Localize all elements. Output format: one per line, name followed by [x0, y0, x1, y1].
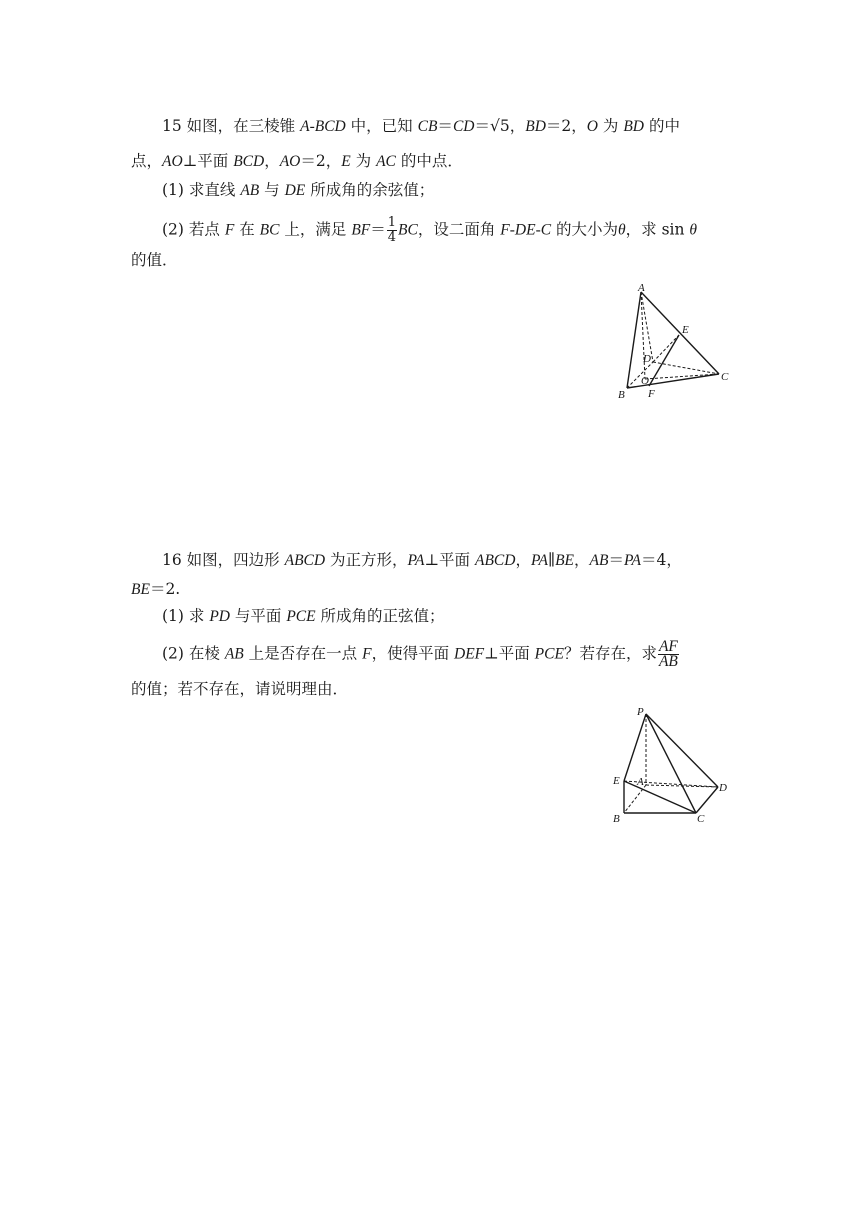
p15-question2-tail: 的值．	[131, 251, 178, 269]
p15-line2: 点，AO⊥平面 BCD，AO＝2，E 为 AC 的中点．	[131, 152, 463, 170]
label-O: O	[641, 375, 649, 387]
fraction-1-4: $\frac{1}{4}$	[387, 215, 397, 245]
figure-tetrahedron	[605, 280, 740, 405]
p16-line1: 16 如图，四边形 ABCD 为正方形，PA⊥平面 ABCD，PA∥BE，AB＝PA＝4，	[162, 551, 682, 569]
p15-line1: 15 如图，在三棱锥 A-BCD 中，已知 CB＝CD＝√5，BD＝2，O 为 BD 的中	[162, 117, 680, 135]
p16-line2: BE＝2.	[131, 580, 181, 598]
fraction-af-ab: $\frac{AF}{AB}$	[658, 638, 678, 670]
label-A: A	[637, 776, 644, 788]
label-D: D	[719, 782, 727, 794]
label-P: P	[637, 706, 644, 718]
label-F: F	[648, 388, 655, 400]
p15-question1: (1) 求直线 AB 与 DE 所成角的余弦值；	[162, 181, 435, 199]
label-B: B	[618, 389, 625, 401]
label-B: B	[613, 813, 620, 825]
label-C: C	[697, 813, 705, 825]
p16-question2-tail: 的值；若不存在，请说明理由．	[131, 680, 349, 698]
figure-pyramid	[605, 700, 740, 830]
p16-question2: (2) 在棱 AB 上是否存在一点 F，使得平面 DEF⊥平面 PCE？若存在，求 $\frac{AF}{AB}$	[162, 638, 678, 670]
p15-question2: (2) 若点 F 在 BC 上，满足 BF＝ $\frac{1}{4}$ BC，设二面角 F-DE-C 的大小为θ，求 sin θ	[162, 215, 698, 245]
label-D: D	[643, 353, 651, 365]
p16-question1: (1) 求 PD 与平面 PCE 所成角的正弦值；	[162, 607, 445, 625]
label-E: E	[613, 775, 620, 787]
label-C: C	[721, 371, 729, 383]
label-A: A	[638, 282, 645, 294]
label-E: E	[682, 324, 689, 336]
